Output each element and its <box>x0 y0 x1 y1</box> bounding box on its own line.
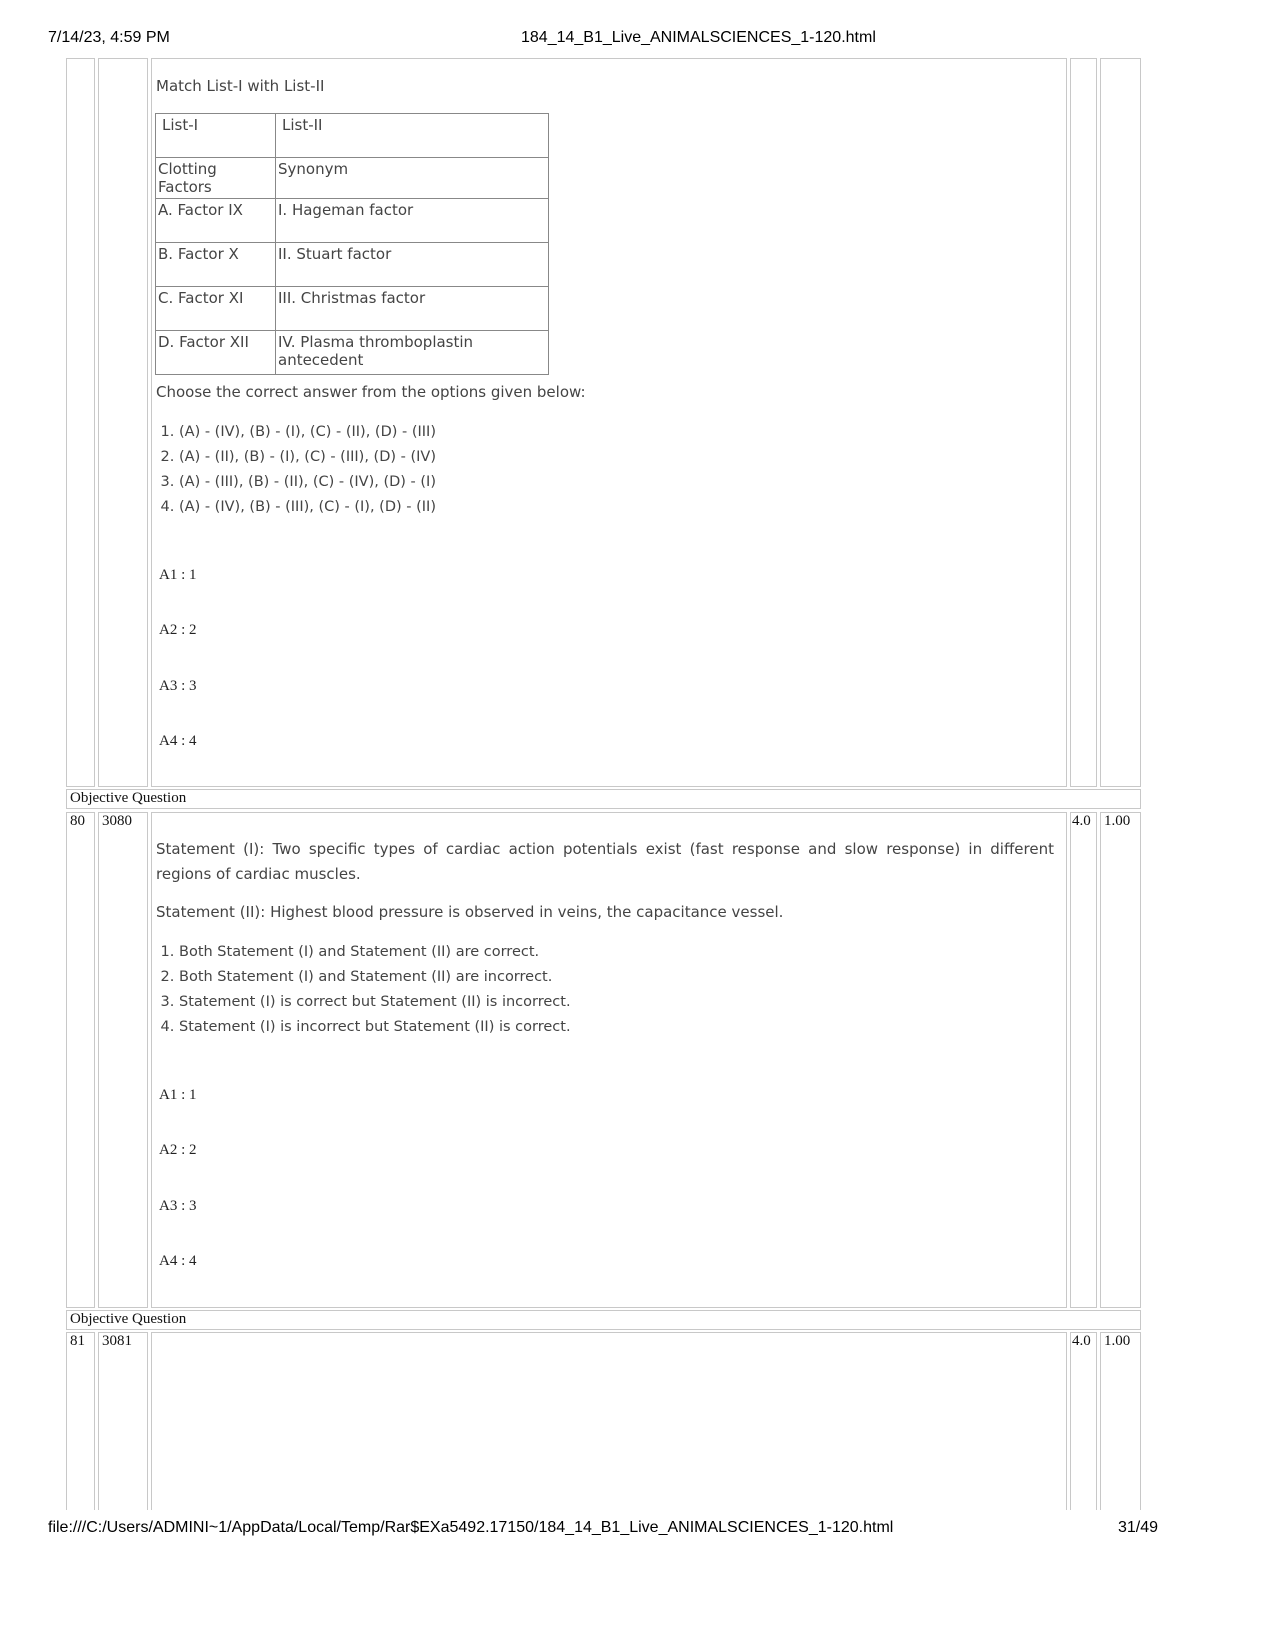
q80-sno-cell <box>66 812 95 1308</box>
section-label: Objective Question <box>70 1311 187 1327</box>
q80-answer-1: A1 : 1 <box>159 1087 197 1103</box>
q81-qid-cell <box>98 1332 148 1522</box>
q80-marks-cell <box>1070 812 1097 1308</box>
q80-qid-cell <box>98 812 148 1308</box>
q81-marks-cell <box>1070 1332 1097 1522</box>
q79-qid-cell <box>98 58 148 787</box>
table-cell: D. Factor XII <box>156 331 276 375</box>
q81-question-id: 3081 <box>102 1333 132 1349</box>
table-cell: C. Factor XI <box>156 287 276 331</box>
q79-answer-4: A4 : 4 <box>159 733 197 749</box>
table-cell: Clotting Factors <box>156 158 276 199</box>
q80-serial-number: 80 <box>70 813 85 829</box>
table-cell: III. Christmas factor <box>276 287 549 331</box>
q79-intro: Match List-I with List-II <box>156 77 325 95</box>
q80-answer-4: A4 : 4 <box>159 1253 197 1269</box>
q79-options-list <box>155 420 436 520</box>
q79-answer-3: A3 : 3 <box>159 678 197 694</box>
q79-neg-cell <box>1100 58 1141 787</box>
q79-marks-cell <box>1070 58 1097 787</box>
table-cell: Synonym <box>276 158 549 199</box>
q80-answer-3: A3 : 3 <box>159 1198 197 1214</box>
option-item: 2. (A) - (II), (B) - (I), (C) - (III), (D) - (IV) <box>179 445 436 470</box>
q80-question-id: 3080 <box>102 813 132 829</box>
q80-neg-cell <box>1100 812 1141 1308</box>
table-cell: B. Factor X <box>156 243 276 287</box>
q81-question-cell <box>151 1332 1067 1522</box>
q81-neg-cell <box>1100 1332 1141 1522</box>
print-file-path: file:///C:/Users/ADMINI~1/AppData/Local/Temp/Rar$EXa5492.17150/184_14_B1_Live_ANIMALSCIENCES_1-120.html <box>48 1519 894 1536</box>
q81-sno-cell <box>66 1332 95 1522</box>
q81-serial-number: 81 <box>70 1333 85 1349</box>
q79-answer-1: A1 : 1 <box>159 567 197 583</box>
q80-marks: 4.0 <box>1072 813 1091 829</box>
table-cell: A. Factor IX <box>156 199 276 243</box>
q79-sno-cell <box>66 58 95 787</box>
option-item: 1. Both Statement (I) and Statement (II) are correct. <box>179 940 571 965</box>
print-datetime: 7/14/23, 4:59 PM <box>48 29 170 46</box>
section-label: Objective Question <box>70 790 187 806</box>
q81-marks: 4.0 <box>1072 1333 1091 1349</box>
q80-statement-2: Statement (II): Highest blood pressure is observed in veins, the capacitance vessel. <box>156 903 784 921</box>
print-page-indicator: 31/49 <box>1118 1519 1159 1536</box>
table-cell: I. Hageman factor <box>276 199 549 243</box>
print-doc-title: 184_14_B1_Live_ANIMALSCIENCES_1-120.html <box>521 29 876 46</box>
option-item: 3. Statement (I) is correct but Statement (II) is incorrect. <box>179 990 571 1015</box>
table-cell: II. Stuart factor <box>276 243 549 287</box>
q79-answer-2: A2 : 2 <box>159 622 197 638</box>
table-header-list2: List-II <box>276 114 549 158</box>
q79-match-table <box>155 113 549 375</box>
q79-choose-instruction: Choose the correct answer from the options given below: <box>156 383 586 401</box>
section-label-row <box>66 789 1141 809</box>
q81-negative-marks: 1.00 <box>1104 1333 1131 1349</box>
q80-statement-1: Statement (I): Two specific types of cardiac action potentials exist (fast response and slow response) in different regions of cardiac muscles. <box>156 840 1054 883</box>
option-item: 2. Both Statement (I) and Statement (II) are incorrect. <box>179 965 571 990</box>
q80-answer-2: A2 : 2 <box>159 1142 197 1158</box>
table-cell: IV. Plasma thromboplastin antecedent <box>276 331 549 375</box>
option-item: 4. Statement (I) is incorrect but Statement (II) is correct. <box>179 1015 571 1040</box>
option-item: 3. (A) - (III), (B) - (II), (C) - (IV), (D) - (I) <box>179 470 436 495</box>
section-label-row <box>66 1310 1141 1330</box>
option-item: 4. (A) - (IV), (B) - (III), (C) - (I), (D) - (II) <box>179 495 436 520</box>
option-item: 1. (A) - (IV), (B) - (I), (C) - (II), (D) - (III) <box>179 420 436 445</box>
q80-negative-marks: 1.00 <box>1104 813 1131 829</box>
q80-options-list <box>155 940 571 1040</box>
table-header-list1: List-I <box>156 114 276 158</box>
